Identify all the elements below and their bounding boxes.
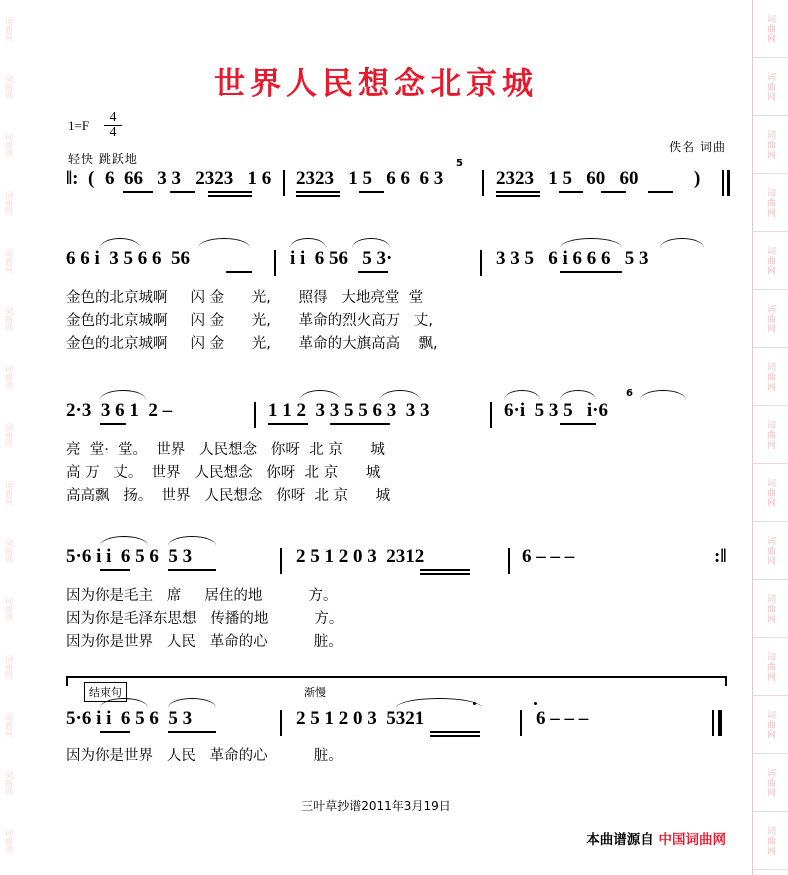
lyric-line xyxy=(0,332,752,355)
watermark-text: 词曲网 xyxy=(4,597,14,621)
measure-notes: 6 – – – xyxy=(536,708,589,729)
watermark-text: 词曲网 xyxy=(765,419,775,450)
lyric-text: 亮 堂· 堂。 世界 人民想念 你呀 北 京 城 xyxy=(66,442,385,458)
watermark-text: 词曲网 xyxy=(765,303,775,334)
watermark-text: 词曲网 xyxy=(4,771,14,795)
barline xyxy=(280,710,282,736)
lyric-line xyxy=(0,744,752,767)
rit-label: 渐慢 xyxy=(304,686,326,699)
slur xyxy=(560,238,622,248)
watermark-text: 词曲网 xyxy=(4,655,14,679)
grace-number: 6 xyxy=(626,388,633,399)
barline xyxy=(722,170,724,196)
grace-number: 5 xyxy=(456,158,463,169)
measure-notes: 2 5 1 2 0 3 2312 xyxy=(296,546,425,567)
beam xyxy=(296,191,340,193)
measure-notes: 5·6 i i 6 5 6 5 3 xyxy=(66,708,193,729)
beam xyxy=(496,191,540,193)
lyric-line xyxy=(0,607,752,630)
slur xyxy=(560,390,596,400)
watermark-text: 词曲网 xyxy=(4,307,14,331)
measure-notes: i i 6 56 5 3· xyxy=(290,248,393,269)
slur xyxy=(100,238,140,248)
lyric-line xyxy=(0,630,752,653)
watermark-text: 词曲网 xyxy=(765,709,775,740)
beam xyxy=(601,191,626,193)
barline xyxy=(490,402,492,428)
barline xyxy=(254,402,256,428)
beam xyxy=(560,423,596,425)
beam xyxy=(123,191,153,193)
intro-measure-1: 6 66 3 3 2323 1 6 xyxy=(105,168,272,189)
lyric-line xyxy=(0,309,752,332)
watermark-text: 词曲网 xyxy=(4,249,14,273)
lyric-line xyxy=(0,286,752,309)
slur xyxy=(198,238,250,248)
time-signature-numerator: 4 xyxy=(104,112,122,126)
system-2 xyxy=(0,388,752,507)
watermark-text: 词曲网 xyxy=(4,829,14,853)
measure-notes: 6 6 i 3 5 6 6 56 xyxy=(66,248,191,269)
system-1 xyxy=(0,248,752,355)
lyric-text: 因为你是世界 人民 革命的心 脏。 xyxy=(66,634,343,650)
beam xyxy=(170,191,195,193)
watermark-text: 词曲网 xyxy=(4,423,14,447)
beam xyxy=(296,195,340,197)
watermark-text: 词曲网 xyxy=(4,191,14,215)
slur xyxy=(640,390,686,400)
time-signature-denominator: 4 xyxy=(109,125,117,140)
slur xyxy=(100,698,148,708)
beam xyxy=(226,271,252,273)
slur xyxy=(352,238,390,248)
beam xyxy=(208,195,252,197)
barline xyxy=(280,548,282,574)
measure-notes: 1 1 2 3 3 5 5 6 3 3 3 xyxy=(268,400,430,421)
lyric-text: 金色的北京城啊 闪 金 光, 革命的烈火高万 丈, xyxy=(66,313,434,329)
beam xyxy=(100,731,130,733)
watermark-text: 词曲网 xyxy=(4,75,14,99)
barline xyxy=(283,170,285,196)
barline xyxy=(508,548,510,574)
slur xyxy=(168,536,216,546)
beam xyxy=(208,191,252,193)
ending-label: 结束句 xyxy=(84,682,127,702)
beam xyxy=(559,191,583,193)
barline xyxy=(520,710,522,736)
beam xyxy=(359,191,384,193)
watermark-text: 词曲网 xyxy=(765,187,775,218)
watermark-text: 词曲网 xyxy=(765,477,775,508)
slur xyxy=(168,698,216,708)
watermark-text: 词曲网 xyxy=(765,129,775,160)
lyric-line xyxy=(0,438,752,461)
lyric-text: 金色的北京城啊 闪 金 光, 革命的大旗高高 飘, xyxy=(66,336,438,352)
beam xyxy=(268,423,308,425)
intro-measure-2: 2323 1 5 6 6 6 3 xyxy=(296,168,444,189)
watermark-text: 词曲网 xyxy=(4,539,14,563)
lyric-line xyxy=(0,484,752,507)
lyric-text: 因为你是世界 人民 革命的心 脏。 xyxy=(66,748,343,764)
final-barline-thin xyxy=(712,710,714,736)
paren-open: ( xyxy=(88,168,95,189)
watermark-text: 词曲网 xyxy=(765,593,775,624)
source-site-link[interactable]: 中国词曲网 xyxy=(658,832,726,848)
octave-dot xyxy=(534,702,537,705)
barline-thick xyxy=(727,170,730,196)
watermark-text: 词曲网 xyxy=(765,535,775,566)
beam xyxy=(100,423,126,425)
composer-credit: 佚名 词曲 xyxy=(669,140,726,154)
beam xyxy=(420,573,470,575)
beam xyxy=(420,569,470,571)
watermark-text: 词曲网 xyxy=(4,481,14,505)
watermark-text: 词曲网 xyxy=(765,71,775,102)
notes-row xyxy=(0,388,752,434)
watermark-text: 词曲网 xyxy=(4,365,14,389)
beam xyxy=(560,271,622,273)
lyric-text: 金色的北京城啊 闪 金 光, 照得 大地亮堂 堂 xyxy=(66,290,424,306)
watermark-text: 词曲网 xyxy=(765,825,775,856)
lyric-text: 高高飘 扬。 世界 人民想念 你呀 北 京 城 xyxy=(66,488,391,504)
intro-measure-3: 2323 1 5 60 60 xyxy=(496,168,639,189)
measure-notes: 5·6 i i 6 5 6 5 3 xyxy=(66,546,193,567)
footer-note: 三叶草抄谱2011年3月19日 xyxy=(301,799,451,813)
measure-notes: 6·i 5 3 5 i·6 xyxy=(504,400,608,421)
lyric-text: 因为你是毛泽东思想 传播的地 方。 xyxy=(66,611,344,627)
watermark-text: 词曲网 xyxy=(4,17,14,41)
watermark-text: 词曲网 xyxy=(765,361,775,392)
watermark-text: 词曲网 xyxy=(765,245,775,276)
octave-dot xyxy=(473,702,476,705)
repeat-open-sign: ‖: xyxy=(66,168,79,189)
measure-notes: 2 5 1 2 0 3 5321 xyxy=(296,708,425,729)
time-signature xyxy=(104,112,122,139)
lyric-text: 因为你是毛主 席 居住的地 方。 xyxy=(66,588,338,604)
slur xyxy=(504,390,540,400)
beam xyxy=(430,731,480,733)
beam xyxy=(648,191,673,193)
watermark-text: 词曲网 xyxy=(765,651,775,682)
watermark-right xyxy=(752,0,788,875)
slur xyxy=(100,390,146,400)
lyric-line xyxy=(0,461,752,484)
page-title: 世界人民想念北京城 xyxy=(214,66,538,102)
beam xyxy=(168,569,216,571)
measure-notes: 3 3 5 6 i 6 6 6 5 3 xyxy=(496,248,649,269)
tempo-marking: 轻快 跳跃地 xyxy=(68,152,138,166)
beam xyxy=(430,735,480,737)
repeat-close-sign: :‖ xyxy=(714,546,727,567)
slur xyxy=(290,238,326,248)
lyric-line xyxy=(0,584,752,607)
beam xyxy=(330,423,390,425)
key-signature: 1=F xyxy=(68,118,90,133)
lyric-text: 高 万 丈。 世界 人民想念 你呀 北 京 城 xyxy=(66,465,381,481)
section-divider-tick-right xyxy=(725,676,727,686)
measure-notes: 6 – – – xyxy=(522,546,575,567)
notes-row xyxy=(0,546,752,580)
slur xyxy=(660,238,704,248)
beam xyxy=(168,731,216,733)
watermark-text: 词曲网 xyxy=(4,133,14,157)
source-credit xyxy=(586,828,726,848)
paren-close: ) xyxy=(694,168,701,189)
beam xyxy=(496,195,540,197)
slur xyxy=(396,698,482,708)
barline xyxy=(482,170,484,196)
slur xyxy=(100,536,148,546)
watermark-text: 词曲网 xyxy=(765,767,775,798)
final-barline-thick xyxy=(718,710,722,736)
measure-notes: 2·3 3 6 1 2 – xyxy=(66,400,173,421)
source-prefix: 本曲谱源自 xyxy=(586,832,654,848)
slur xyxy=(300,390,340,400)
system-3 xyxy=(0,546,752,653)
barline xyxy=(274,250,276,276)
barline xyxy=(480,250,482,276)
section-divider-tick-left xyxy=(66,676,68,686)
notes-row xyxy=(0,248,752,282)
slur xyxy=(380,390,420,400)
beam xyxy=(358,271,388,273)
section-divider xyxy=(66,676,726,678)
notes-row xyxy=(0,708,752,742)
watermark-text: 词曲网 xyxy=(765,13,775,44)
beam xyxy=(100,569,130,571)
watermark-text: 词曲网 xyxy=(4,713,14,737)
